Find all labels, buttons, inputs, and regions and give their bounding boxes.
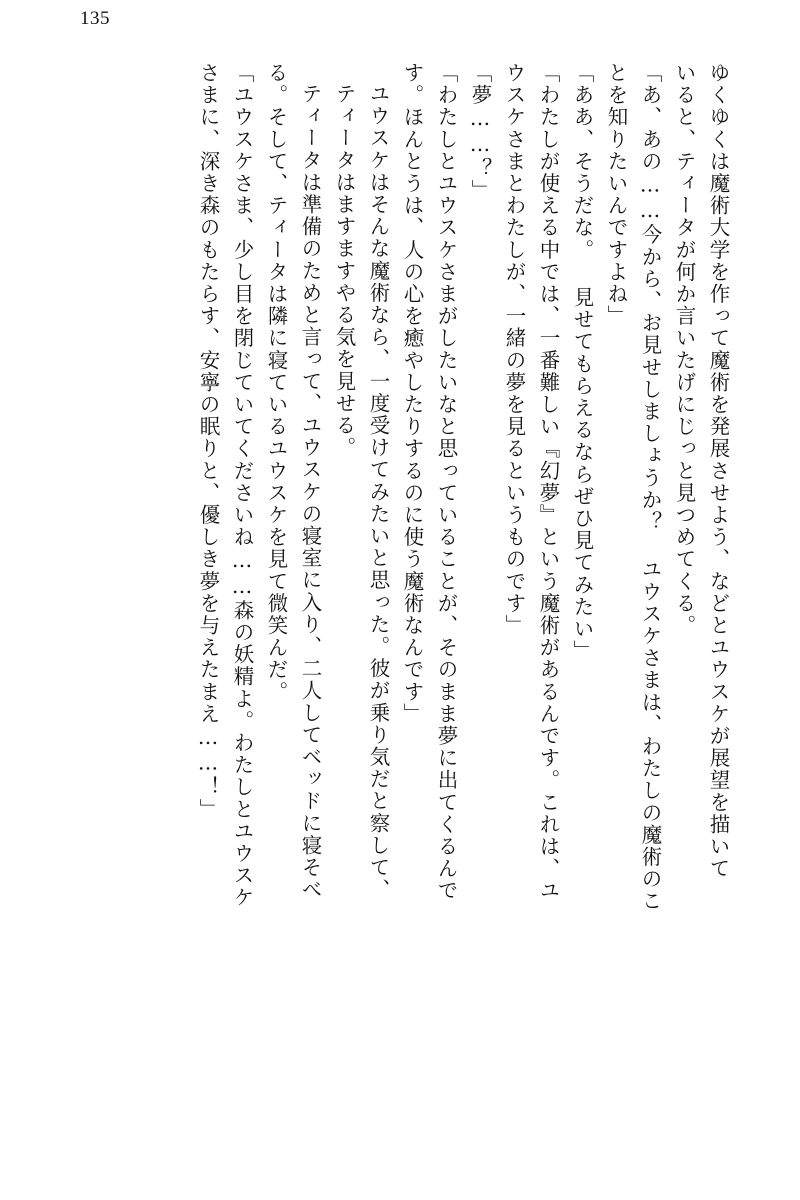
text-column: ウスケさまとわたしが、一緒の夢を見るというものです」	[502, 62, 526, 637]
page-number: 135	[80, 8, 110, 29]
text-column: す。ほんとうは、人の心を癒やしたりするのに使う魔術なんです」	[400, 62, 424, 725]
text-column: ユウスケはそんな魔術なら、一度受けてみたいと思った。彼が乗り気だと察して、	[366, 83, 390, 901]
text-column: 「ああ、そうだな。 見せてもらえるならぜひ見てみたい」	[570, 62, 594, 663]
text-column: 「あ、あの……今から、お見せしましょうか？ ユウスケさまは、わたしの魔術のこ	[638, 62, 662, 913]
text-column: 「わたしが使える中では、一番難しい『幻夢』という魔術があるんです。これは、ユ	[536, 62, 560, 902]
text-column: る。そして、ティータは隣に寝ているユウスケを見て微笑んだ。	[264, 62, 288, 703]
text-column: 「わたしとユウスケさまがしたいなと思っていることが、そのまま夢に出てくるんで	[434, 62, 458, 902]
vertical-text-body	[78, 62, 728, 1122]
text-column: 「夢……？」	[468, 62, 492, 202]
text-column: ティータはますますやる気を見せる。	[332, 83, 356, 459]
text-column: いると、ティータが何か言いたげにじっと見つめてくる。	[672, 62, 696, 637]
text-column: ティータは準備のためと言って、ユウスケの寝室に入り、二人してベッドに寝そべ	[298, 83, 322, 901]
text-column: とを知りたいんですよね」	[604, 62, 628, 328]
text-column: さまに、深き森のもたらす、安寧の眠りと、優しき夢を与えたまえ……！」	[196, 62, 220, 821]
text-column: ゆくゆくは魔術大学を作って魔術を発展させよう、などとユウスケが展望を描いて	[706, 62, 730, 880]
text-column: 「ユウスケさま、少し目を閉じていてくださいね……森の妖精よ。わたしとユウスケ	[230, 62, 254, 909]
